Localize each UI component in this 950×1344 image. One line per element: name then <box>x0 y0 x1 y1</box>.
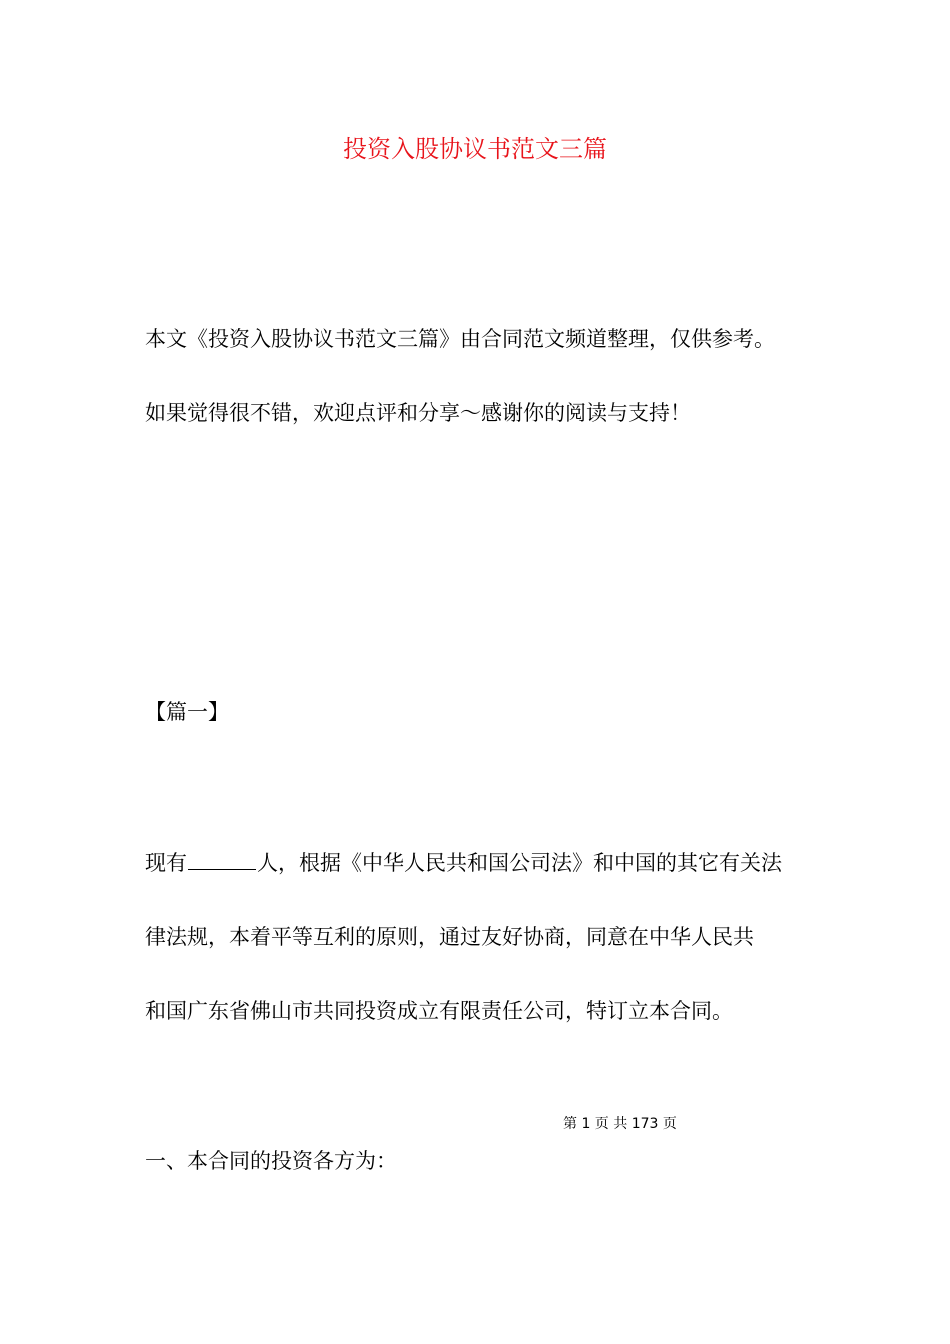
fill-in-blank <box>188 849 256 870</box>
section-heading: 【篇一】 <box>145 700 229 724</box>
clause-1-heading: 一、本合同的投资各方为： <box>145 1149 397 1173</box>
intro-line-1: 本文《投资入股协议书范文三篇》由合同范文频道整理，仅供参考。 <box>145 327 775 351</box>
intro-line-2: 如果觉得很不错，欢迎点评和分享～感谢你的阅读与支持！ <box>145 401 691 425</box>
paragraph-line-1-end: 人，根据《中华人民共和国公司法》和中国的其它有关法 <box>257 851 782 875</box>
paragraph-line-1-start: 现有 <box>145 851 187 875</box>
paragraph-line-1 <box>145 848 782 878</box>
page-number-footer: 第 1 页 共 173 页 <box>563 1116 677 1132</box>
paragraph-line-3: 和国广东省佛山市共同投资成立有限责任公司，特订立本合同。 <box>145 999 733 1023</box>
document-title: 投资入股协议书范文三篇 <box>343 135 607 163</box>
paragraph-line-2: 律法规，本着平等互利的原则，通过友好协商，同意在中华人民共 <box>145 925 754 949</box>
